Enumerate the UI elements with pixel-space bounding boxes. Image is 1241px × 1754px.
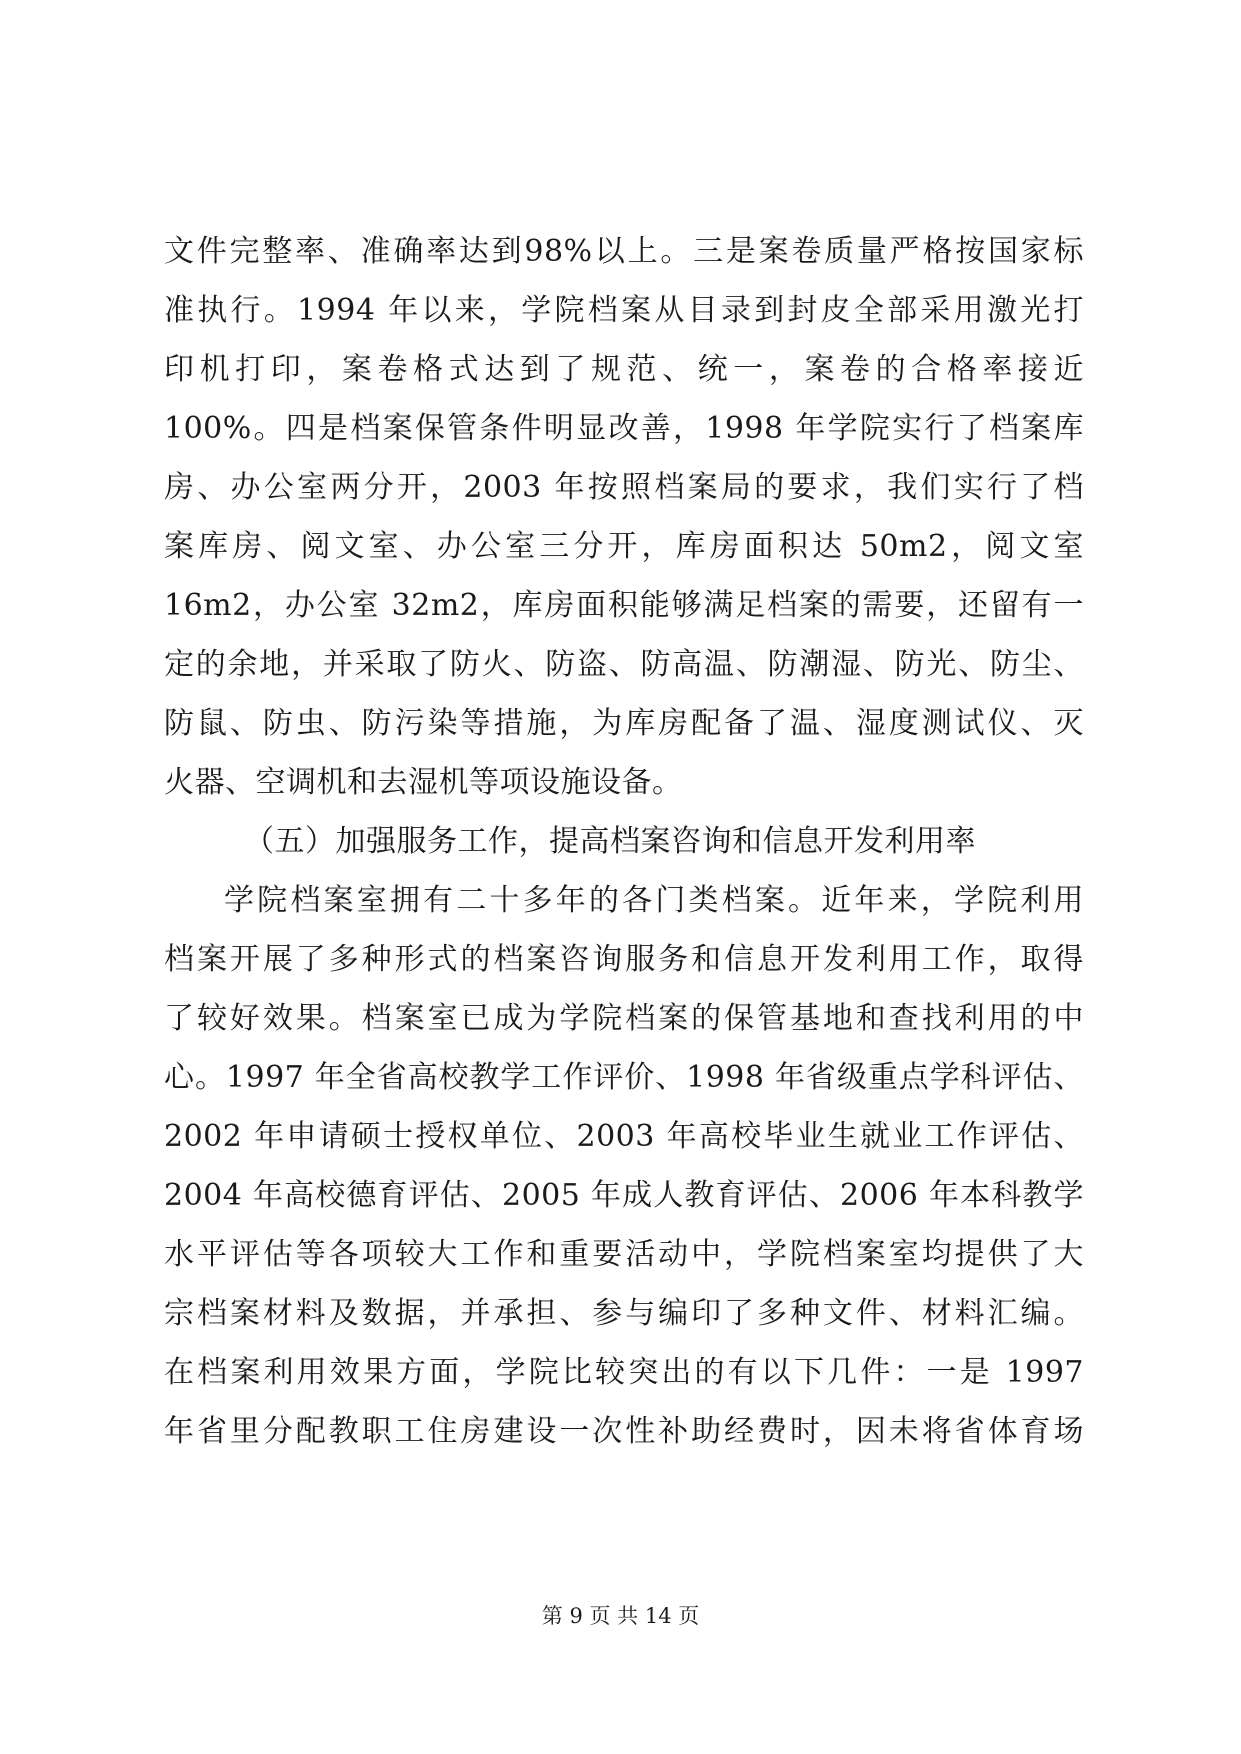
paragraph-line: 档案开展了多种形式的档案咨询服务和信息开发利用工作，取得 xyxy=(164,942,1084,977)
paragraph-line: 印机打印，案卷格式达到了规范、统一，案卷的合格率接近 xyxy=(164,352,1084,387)
paragraph-line: 文件完整率、准确率达到98%以上。三是案卷质量严格按国家标 xyxy=(164,234,1084,269)
section-heading: （五）加强服务工作，提高档案咨询和信息开发利用率 xyxy=(244,824,976,859)
paragraph-line: 年省里分配教职工住房建设一次性补助经费时，因未将省体育场 xyxy=(164,1414,1084,1449)
paragraph-line: 了较好效果。档案室已成为学院档案的保管基地和查找利用的中 xyxy=(164,1001,1084,1036)
body-text xyxy=(164,222,1084,1461)
paragraph-line: 100%。四是档案保管条件明显改善，1998 年学院实行了档案库 xyxy=(164,411,1084,446)
paragraph-line: 在档案利用效果方面，学院比较突出的有以下几件：一是 1997 xyxy=(164,1355,1084,1390)
page-number-footer: 第 9 页 共 14 页 xyxy=(541,1604,700,1628)
paragraph-line: 案库房、阅文室、办公室三分开，库房面积达 50m2，阅文室 xyxy=(164,529,1084,564)
paragraph-line: 2002 年申请硕士授权单位、2003 年高校毕业生就业工作评估、 xyxy=(164,1119,1084,1154)
paragraph-line: 2004 年高校德育评估、2005 年成人教育评估、2006 年本科教学 xyxy=(164,1178,1084,1213)
paragraph-line: 水平评估等各项较大工作和重要活动中，学院档案室均提供了大 xyxy=(164,1237,1084,1272)
paragraph-line: 学院档案室拥有二十多年的各门类档案。近年来，学院利用 xyxy=(224,883,1084,918)
paragraph-line: 火器、空调机和去湿机等项设施设备。 xyxy=(164,765,683,800)
paragraph-line: 房、办公室两分开，2003 年按照档案局的要求，我们实行了档 xyxy=(164,470,1084,505)
paragraph-line: 16m2，办公室 32m2，库房面积能够满足档案的需要，还留有一 xyxy=(164,588,1084,623)
paragraph-line: 定的余地，并采取了防火、防盗、防高温、防潮湿、防光、防尘、 xyxy=(164,647,1084,682)
paragraph-line: 防鼠、防虫、防污染等措施，为库房配备了温、湿度测试仪、灭 xyxy=(164,706,1084,741)
paragraph-line: 准执行。1994 年以来，学院档案从目录到封皮全部采用激光打 xyxy=(164,293,1084,328)
paragraph-line: 心。1997 年全省高校教学工作评价、1998 年省级重点学科评估、 xyxy=(164,1060,1084,1095)
paragraph-line: 宗档案材料及数据，并承担、参与编印了多种文件、材料汇编。 xyxy=(164,1296,1084,1331)
